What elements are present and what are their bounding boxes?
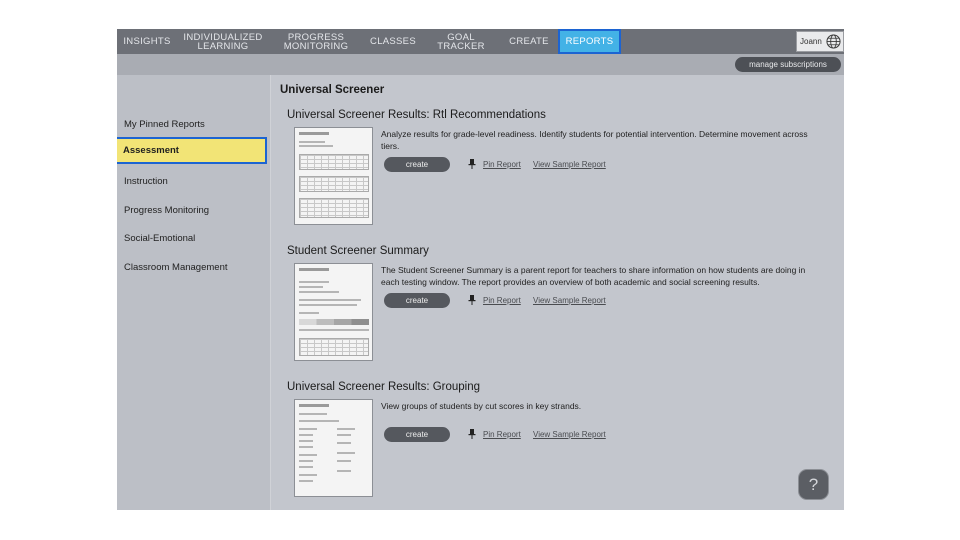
manage-subscriptions-button[interactable]: manage subscriptions xyxy=(735,57,841,72)
view-sample-report-link[interactable]: View Sample Report xyxy=(533,296,606,305)
sidebar-item-social-emotional[interactable]: Social-Emotional xyxy=(124,233,196,244)
sidebar-item-assessment[interactable]: Assessment xyxy=(117,137,267,164)
help-button[interactable] xyxy=(798,469,829,500)
user-menu[interactable] xyxy=(796,31,844,52)
pin-report-link[interactable]: Pin Report xyxy=(483,296,521,305)
pin-icon[interactable] xyxy=(468,295,476,305)
report-title: Universal Screener Results: Grouping xyxy=(287,381,481,393)
user-name: Joann xyxy=(800,37,822,46)
sidebar xyxy=(117,75,270,510)
report-thumbnail xyxy=(294,127,373,225)
report-description: Analyze results for grade-level readiness. Identify students for potential intervention. Determine movement across tiers. xyxy=(381,129,808,151)
pin-icon[interactable] xyxy=(468,429,476,439)
report-description: View groups of students by cut scores in key strands. xyxy=(381,401,582,411)
nav-individualized-learning[interactable]: INDIVIDUALIZED LEARNING xyxy=(183,31,263,52)
sidebar-item-my-pinned-reports[interactable]: My Pinned Reports xyxy=(124,119,205,130)
app-window xyxy=(117,29,844,510)
sidebar-item-classroom-management[interactable]: Classroom Management xyxy=(124,262,228,273)
report-description: The Student Screener Summary is a parent report for teachers to share information on how students are doing in each testing window. The report provides an overview of both academic and social screening results. xyxy=(381,265,806,287)
report-title: Universal Screener Results: Rtl Recommendations xyxy=(287,109,546,121)
create-button[interactable]: create xyxy=(384,427,450,442)
report-thumbnail xyxy=(294,263,373,361)
create-button[interactable]: create xyxy=(384,157,450,172)
nav-insights[interactable]: INSIGHTS xyxy=(123,36,171,47)
nav-progress-monitoring[interactable]: PROGRESS MONITORING xyxy=(283,31,349,52)
view-sample-report-link[interactable]: View Sample Report xyxy=(533,160,606,169)
page-title: Universal Screener xyxy=(280,84,385,96)
report-title: Student Screener Summary xyxy=(287,245,429,257)
report-thumbnail xyxy=(294,399,373,497)
sidebar-item-instruction[interactable]: Instruction xyxy=(124,176,168,187)
view-sample-report-link[interactable]: View Sample Report xyxy=(533,430,606,439)
nav-create[interactable]: CREATE xyxy=(509,36,549,47)
top-navigation xyxy=(117,29,844,54)
globe-icon xyxy=(826,34,841,49)
main-content xyxy=(270,75,844,510)
nav-classes[interactable]: CLASSES xyxy=(370,36,416,47)
create-button[interactable]: create xyxy=(384,293,450,308)
question-mark-icon: ? xyxy=(808,474,819,494)
nav-reports[interactable]: REPORTS xyxy=(558,29,621,54)
sub-toolbar xyxy=(117,54,844,75)
sidebar-item-progress-monitoring[interactable]: Progress Monitoring xyxy=(124,205,210,216)
nav-goal-tracker[interactable]: GOAL TRACKER xyxy=(437,31,485,52)
pin-report-link[interactable]: Pin Report xyxy=(483,430,521,439)
pin-icon[interactable] xyxy=(468,159,476,169)
pin-report-link[interactable]: Pin Report xyxy=(483,160,521,169)
